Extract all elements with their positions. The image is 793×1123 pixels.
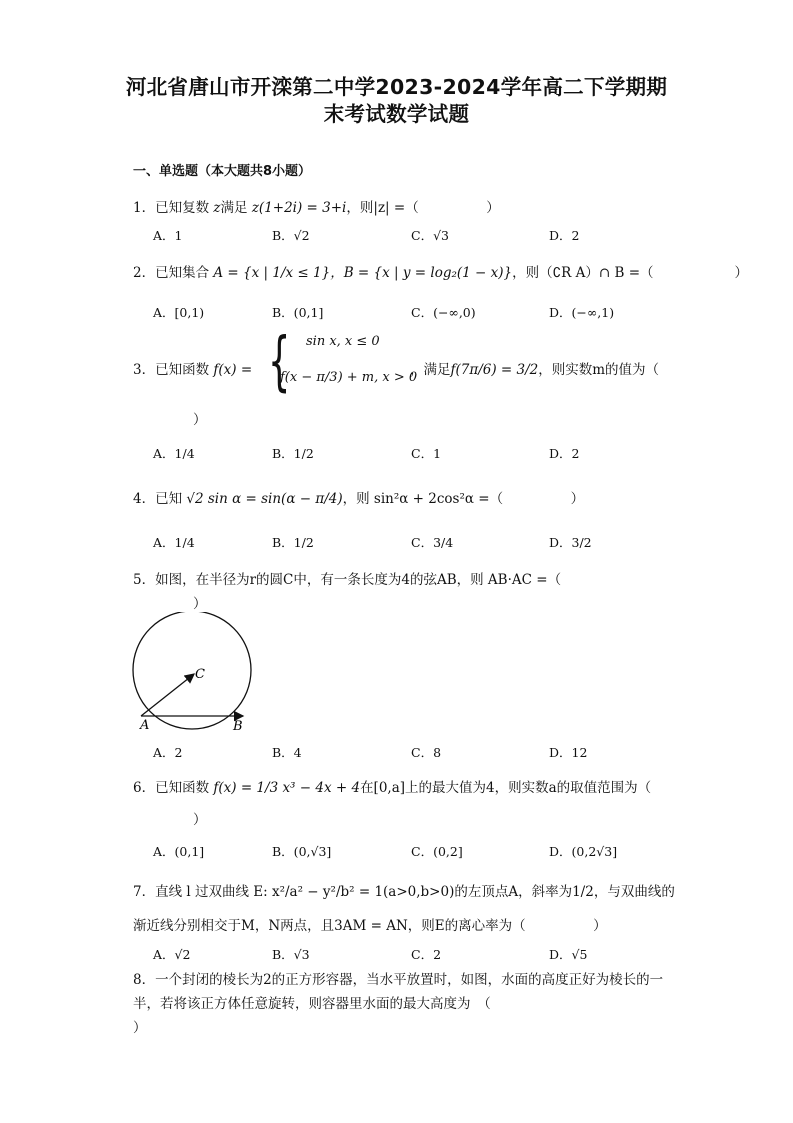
document-title-line2: 末考试数学试题 bbox=[323, 102, 470, 126]
q3-close-paren: ） bbox=[193, 412, 207, 428]
q6-option-c: C．(0,2] bbox=[411, 844, 463, 859]
q1-option-d: D．2 bbox=[549, 228, 580, 243]
question-number: 4． bbox=[133, 491, 156, 507]
q5-close-paren: ） bbox=[193, 596, 207, 612]
q1-option-b: B．√2 bbox=[272, 228, 310, 243]
q1-text-mid: 满足 bbox=[220, 200, 248, 216]
q5-option-b: B．4 bbox=[272, 745, 302, 760]
question-number: 1． bbox=[133, 200, 156, 216]
q1-equation: z(1+2i) = 3+i bbox=[251, 200, 347, 216]
q3-function-name: f(x) = bbox=[213, 362, 253, 378]
q3-piecewise-brace: { bbox=[268, 325, 291, 399]
question-6 bbox=[133, 776, 651, 796]
q5-circle-figure bbox=[126, 612, 266, 736]
q3-condition bbox=[410, 358, 659, 378]
q3-piece-1: sin x, x ≤ 0 bbox=[306, 334, 380, 349]
question-7-line-2: 渐近线分别相交于M，N两点，且3AM = AN，则E的离心率为（ ） bbox=[133, 918, 607, 934]
q3-option-d: D．2 bbox=[549, 446, 580, 461]
q4-text-tail: ，则 sin²α + 2cos²α =（ ） bbox=[342, 491, 585, 507]
q2-text-tail: ，则（∁R A）∩ B =（ ） bbox=[512, 265, 749, 281]
q8-close-paren: ） bbox=[133, 1020, 147, 1036]
q8-text: 一个封闭的棱长为2的正方形容器，当水平放置时，如图，水面的高度正好为棱长的一半，若将该正方体任意旋转，则容器里水面的最大高度为 （ bbox=[133, 972, 664, 1012]
q3-text-mid: ，满足 bbox=[410, 362, 451, 378]
question-2 bbox=[133, 261, 748, 281]
vector-ac-arrow bbox=[141, 674, 194, 716]
q6-option-d: D．(0,2√3] bbox=[549, 844, 618, 859]
q2-option-c: C．(−∞,0) bbox=[411, 305, 476, 320]
q6-text-pre: 已知函数 bbox=[155, 780, 210, 796]
question-8 bbox=[133, 968, 673, 1016]
q3-piece-2: f(x − π/3) + m, x > 0 bbox=[280, 370, 418, 385]
question-number: 7． bbox=[133, 884, 156, 900]
section-heading: 一、单选题（本大题共8小题） bbox=[133, 164, 312, 179]
question-number: 3． bbox=[133, 362, 156, 378]
q2-set-b: ，B = {x | y = log₂(1 − x)} bbox=[330, 265, 513, 281]
q2-option-b: B．(0,1] bbox=[272, 305, 324, 320]
q7-text-line1: 直线 l 过双曲线 E: x²/a² − y²/b² = 1(a>0,b>0)的左顶点A，斜率为1/2，与双曲线的 bbox=[155, 884, 675, 900]
q3-text-pre: 已知函数 bbox=[155, 362, 210, 378]
q7-option-b: B．√3 bbox=[272, 947, 310, 962]
q7-option-a: A．√2 bbox=[153, 947, 191, 962]
document-title-line1: 河北省唐山市开滦第二中学2023-2024学年高二下学期期 bbox=[125, 75, 668, 99]
question-number: 5． bbox=[133, 572, 156, 588]
q6-close-paren: ） bbox=[193, 812, 207, 828]
q1-option-a: A．1 bbox=[153, 228, 183, 243]
question-number: 6． bbox=[133, 780, 156, 796]
question-1 bbox=[133, 196, 500, 216]
q1-text-pre: 已知复数 bbox=[155, 200, 210, 216]
label-b: B bbox=[233, 719, 243, 734]
q7-option-d: D．√5 bbox=[549, 947, 588, 962]
q1-text-tail: ，则|z| =（ ） bbox=[346, 200, 500, 216]
label-c: C bbox=[195, 667, 205, 682]
q4-option-c: C．3/4 bbox=[411, 535, 454, 550]
q6-option-b: B．(0,√3] bbox=[272, 844, 332, 859]
q3-option-a: A．1/4 bbox=[153, 446, 195, 461]
q3-option-c: C．1 bbox=[411, 446, 442, 461]
q4-option-d: D．3/2 bbox=[549, 535, 592, 550]
question-3 bbox=[133, 358, 252, 378]
q3-option-b: B．1/2 bbox=[272, 446, 314, 461]
circle-outline bbox=[133, 612, 251, 729]
q4-equation: √2 sin α = sin(α − π/4) bbox=[186, 491, 343, 507]
q6-text-mid: 在[0,a]上的最大值为4，则实数a的取值范围为（ bbox=[360, 780, 652, 796]
q2-option-d: D．(−∞,1) bbox=[549, 305, 615, 320]
q6-option-a: A．(0,1] bbox=[153, 844, 205, 859]
q4-option-a: A．1/4 bbox=[153, 535, 195, 550]
q3-condition-eq: f(7π/6) = 3/2 bbox=[450, 362, 539, 378]
q1-option-c: C．√3 bbox=[411, 228, 449, 243]
question-number: 2． bbox=[133, 265, 156, 281]
q5-option-d: D．12 bbox=[549, 745, 588, 760]
q3-text-tail: ，则实数m的值为（ bbox=[538, 362, 660, 378]
q6-equation: f(x) = 1/3 x³ − 4x + 4 bbox=[213, 780, 361, 796]
question-5 bbox=[133, 568, 561, 588]
label-a: A bbox=[140, 718, 150, 733]
q5-option-c: C．8 bbox=[411, 745, 442, 760]
q4-text-pre: 已知 bbox=[155, 491, 183, 507]
question-4 bbox=[133, 487, 584, 507]
q4-option-b: B．1/2 bbox=[272, 535, 314, 550]
q1-var: z bbox=[213, 200, 221, 216]
q7-option-c: C．2 bbox=[411, 947, 442, 962]
q2-set-a: A = {x | 1/x ≤ 1} bbox=[213, 265, 331, 281]
question-number: 8． bbox=[133, 972, 156, 988]
q2-option-a: A．[0,1) bbox=[153, 305, 205, 320]
question-7-line-1 bbox=[133, 880, 675, 900]
q2-text-pre: 已知集合 bbox=[155, 265, 210, 281]
q5-option-a: A．2 bbox=[153, 745, 183, 760]
q5-text: 如图，在半径为r的圆C中，有一条长度为4的弦AB，则 AB·AC =（ bbox=[155, 572, 562, 588]
